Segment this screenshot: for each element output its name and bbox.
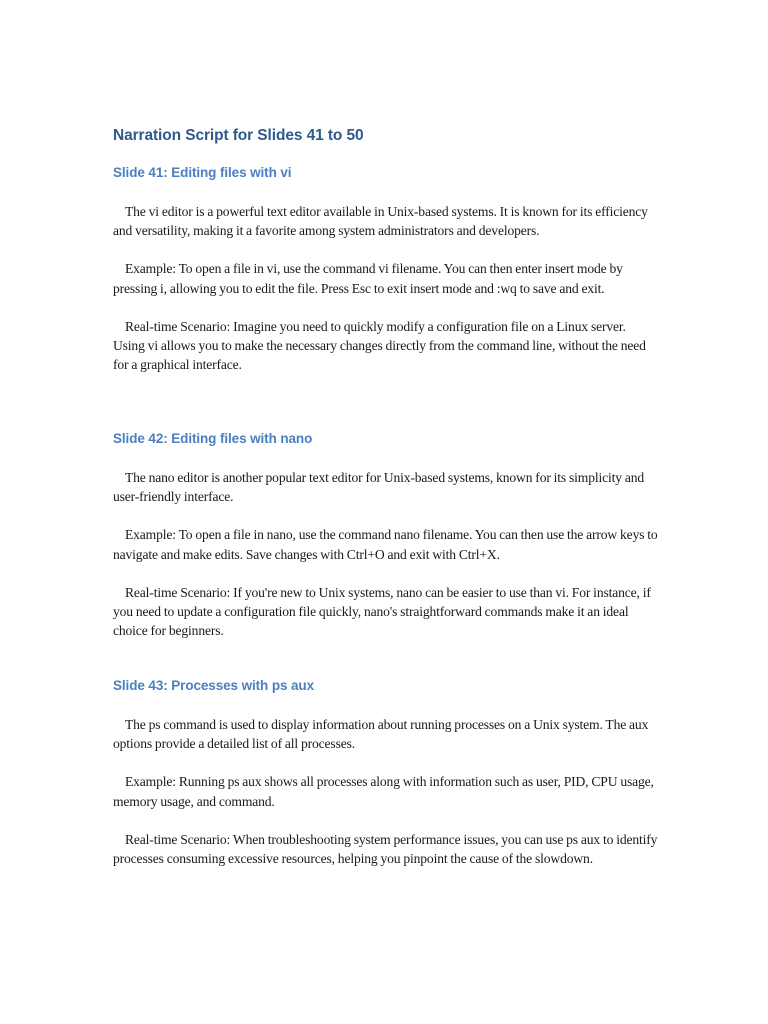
paragraph: Example: To open a file in nano, use the command nano filename. You can then use the arrow keys to navigate and make edits. Save changes with Ctrl+O and exit with Ctrl+X.: [113, 527, 658, 562]
paragraph: The nano editor is another popular text editor for Unix-based systems, known for its simplicity and user-friendly interface.: [113, 470, 645, 505]
section-slide-41: [113, 162, 658, 374]
section-heading: Slide 43: Processes with ps aux: [113, 678, 314, 693]
section-heading: Slide 41: Editing files with vi: [113, 165, 292, 180]
section-slide-43: [113, 675, 658, 868]
section-slide-42: [113, 428, 658, 640]
paragraph: Real-time Scenario: If you're new to Unix systems, nano can be easier to use than vi. For instance, if you need to update a configuration file quickly, nano's straightforward commands make it an ideal choice for beginners.: [113, 584, 651, 639]
section-heading: Slide 42: Editing files with nano: [113, 431, 313, 446]
document-page: [113, 124, 658, 867]
document-title: Narration Script for Slides 41 to 50: [113, 127, 364, 144]
paragraph: Real-time Scenario: When troubleshooting system performance issues, you can use ps aux to identify processes consuming excessive resources, helping you pinpoint the cause of the slowdown.: [113, 831, 658, 867]
paragraph: Example: Running ps aux shows all processes along with information such as user, PID, CPU usage, memory usage, and command.: [113, 774, 654, 809]
paragraph: Example: To open a file in vi, use the command vi filename. You can then enter insert mode by pressing i, allowing you to edit the file. Press Esc to exit insert mode and :wq to save and exit.: [113, 261, 623, 296]
paragraph: The ps command is used to display information about running processes on a Unix system. The aux options provide a detailed list of all processes.: [113, 717, 649, 752]
paragraph: The vi editor is a powerful text editor available in Unix-based systems. It is known for its efficiency and versatility, making it a favorite among system administrators and developers.: [113, 204, 648, 239]
paragraph: Real-time Scenario: Imagine you need to quickly modify a configuration file on a Linux server. Using vi allows you to make the necessary changes directly from the command line, without the need for a graphical interface.: [113, 318, 646, 373]
